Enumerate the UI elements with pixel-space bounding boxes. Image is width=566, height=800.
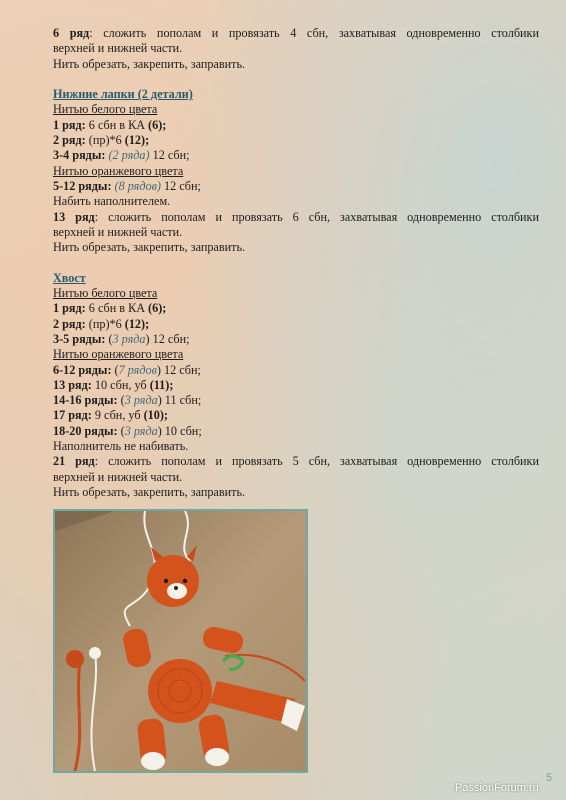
finish-instruction: Нить обрезать, закрепить, заправить. bbox=[53, 56, 246, 71]
row-2: 2 ряд: (пр)*6 (12); bbox=[53, 133, 150, 148]
row-6-instruction-cont: верхней и нижней части. bbox=[53, 41, 183, 56]
row-17: 17 ряд: 9 сбн, уб (10); bbox=[53, 408, 168, 423]
finish-instruction: Нить обрезать, закрепить, заправить. bbox=[53, 240, 246, 255]
no-stuffing-note: Наполнитель не набивать. bbox=[53, 439, 189, 454]
document-page bbox=[53, 26, 539, 500]
row-14-16: 14-16 ряды: (3 ряда) 11 сбн; bbox=[53, 393, 202, 408]
section-heading-lower-legs: Нижние лапки (2 детали) bbox=[53, 87, 193, 102]
row-3-5: 3-5 ряды: (3 ряда) 12 сбн; bbox=[53, 331, 190, 346]
page-number: 5 bbox=[546, 772, 553, 784]
site-watermark: PassionForum.ru bbox=[455, 782, 539, 794]
row-6-12: 6-12 ряды: (7 рядов) 12 сбн; bbox=[53, 362, 201, 377]
yarn-white-label: Нитью белого цвета bbox=[53, 102, 158, 117]
row-18-20: 18-20 ряды: (3 ряда) 10 сбн; bbox=[53, 423, 202, 438]
yarn-orange-label: Нитью оранжевого цвета bbox=[53, 347, 184, 362]
crochet-parts-illustration bbox=[55, 511, 306, 771]
row-1: 1 ряд: 6 сбн в КА (6); bbox=[53, 117, 167, 132]
row-13: 13 ряд: сложить пополам и провязать 6 сбн, захватывая одновременно столбики bbox=[53, 209, 539, 224]
row-13: 13 ряд: 10 сбн, уб (11); bbox=[53, 377, 174, 392]
row-2: 2 ряд: (пр)*6 (12); bbox=[53, 316, 150, 331]
row-21-cont: верхней и нижней части. bbox=[53, 469, 183, 484]
row-13-cont: верхней и нижней части. bbox=[53, 224, 183, 239]
section-heading-tail: Хвост bbox=[53, 270, 86, 285]
yarn-orange-label: Нитью оранжевого цвета bbox=[53, 163, 184, 178]
finish-instruction: Нить обрезать, закрепить, заправить. bbox=[53, 484, 246, 499]
yarn-white-label: Нитью белого цвета bbox=[53, 286, 158, 301]
row-21: 21 ряд: сложить пополам и провязать 5 сбн, захватывая одновременно столбики bbox=[53, 454, 539, 469]
stuffing-note: Набить наполнителем. bbox=[53, 194, 171, 209]
row-1: 1 ряд: 6 сбн в КА (6); bbox=[53, 301, 167, 316]
head-piece bbox=[147, 555, 199, 607]
crochet-parts-photo bbox=[53, 509, 308, 773]
row-3-4: 3-4 ряды: (2 ряда) 12 сбн; bbox=[53, 148, 190, 163]
row-6-instruction: 6 ряд: сложить пополам и провязать 4 сбн, захватывая одновременно столбики bbox=[53, 26, 539, 40]
ear-piece bbox=[66, 650, 84, 668]
row-5-12: 5-12 ряды: (8 рядов) 12 сбн; bbox=[53, 178, 201, 193]
